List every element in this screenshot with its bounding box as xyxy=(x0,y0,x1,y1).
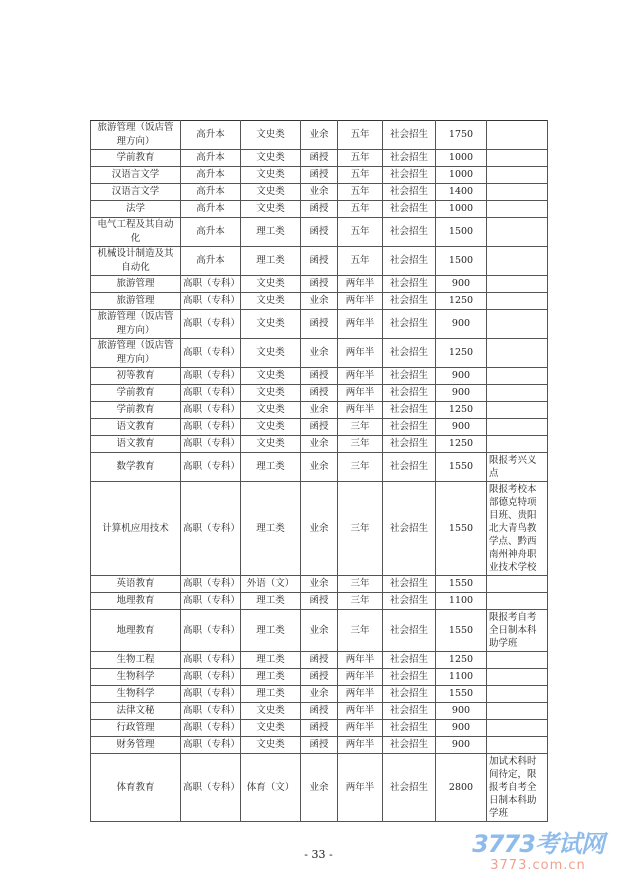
cell-tuition: 1250 xyxy=(436,293,487,310)
cell-study-mode: 函授 xyxy=(301,652,338,669)
cell-duration: 两年半 xyxy=(338,310,383,339)
cell-level: 高职（专科） xyxy=(181,310,241,339)
cell-notes xyxy=(487,150,548,167)
cell-tuition: 900 xyxy=(436,720,487,737)
cell-category: 文史类 xyxy=(241,201,301,218)
cell-tuition: 1100 xyxy=(436,669,487,686)
cell-duration: 两年半 xyxy=(338,720,383,737)
cell-study-mode: 函授 xyxy=(301,737,338,754)
cell-notes xyxy=(487,686,548,703)
cell-enrollment-type: 社会招生 xyxy=(383,436,436,453)
cell-tuition: 900 xyxy=(436,276,487,293)
cell-duration: 两年半 xyxy=(338,368,383,385)
table-row xyxy=(91,402,548,419)
cell-level: 高职（专科） xyxy=(181,720,241,737)
cell-category: 文史类 xyxy=(241,310,301,339)
cell-level: 高职（专科） xyxy=(181,453,241,482)
table-row xyxy=(91,720,548,737)
cell-category: 文史类 xyxy=(241,436,301,453)
cell-study-mode: 函授 xyxy=(301,247,338,276)
cell-major: 旅游管理（饭店管理方向） xyxy=(91,339,181,368)
enrollment-table xyxy=(90,120,548,822)
cell-duration: 两年半 xyxy=(338,737,383,754)
table-row xyxy=(91,150,548,167)
cell-enrollment-type: 社会招生 xyxy=(383,610,436,652)
cell-enrollment-type: 社会招生 xyxy=(383,247,436,276)
cell-category: 外语（文） xyxy=(241,576,301,593)
cell-study-mode: 业余 xyxy=(301,482,338,576)
cell-tuition: 1100 xyxy=(436,593,487,610)
cell-enrollment-type: 社会招生 xyxy=(383,402,436,419)
cell-notes: 限报考校本部德克特项目班、贵阳北大青鸟教学点、黔西南州神舟职业技术学校 xyxy=(487,482,548,576)
cell-tuition: 900 xyxy=(436,310,487,339)
cell-major: 语文教育 xyxy=(91,436,181,453)
cell-enrollment-type: 社会招生 xyxy=(383,339,436,368)
cell-duration: 五年 xyxy=(338,167,383,184)
cell-study-mode: 业余 xyxy=(301,453,338,482)
table-row xyxy=(91,276,548,293)
cell-tuition: 1550 xyxy=(436,610,487,652)
cell-notes xyxy=(487,293,548,310)
cell-tuition: 1250 xyxy=(436,652,487,669)
cell-tuition: 1750 xyxy=(436,121,487,150)
table-row xyxy=(91,121,548,150)
table-row xyxy=(91,669,548,686)
cell-level: 高职（专科） xyxy=(181,652,241,669)
cell-duration: 两年半 xyxy=(338,652,383,669)
cell-level: 高职（专科） xyxy=(181,419,241,436)
table-row xyxy=(91,368,548,385)
cell-notes xyxy=(487,703,548,720)
cell-category: 理工类 xyxy=(241,669,301,686)
cell-notes: 加试术科时间待定，限报考自考全日制本科助学班 xyxy=(487,754,548,822)
cell-study-mode: 函授 xyxy=(301,593,338,610)
cell-level: 高职（专科） xyxy=(181,610,241,652)
cell-duration: 五年 xyxy=(338,218,383,247)
cell-major: 语文教育 xyxy=(91,419,181,436)
cell-duration: 五年 xyxy=(338,201,383,218)
cell-study-mode: 函授 xyxy=(301,669,338,686)
table-row xyxy=(91,218,548,247)
watermark-domain: 3773.com.cn xyxy=(490,858,586,873)
cell-level: 高升本 xyxy=(181,201,241,218)
cell-level: 高职（专科） xyxy=(181,593,241,610)
cell-tuition: 1000 xyxy=(436,201,487,218)
cell-tuition: 900 xyxy=(436,385,487,402)
cell-major: 地理教育 xyxy=(91,610,181,652)
watermark-logo-text: 3773考试网 xyxy=(472,830,604,858)
cell-level: 高职（专科） xyxy=(181,482,241,576)
cell-major: 汉语言文学 xyxy=(91,167,181,184)
cell-study-mode: 业余 xyxy=(301,121,338,150)
cell-category: 体育（文） xyxy=(241,754,301,822)
cell-major: 生物科学 xyxy=(91,686,181,703)
cell-duration: 三年 xyxy=(338,453,383,482)
cell-enrollment-type: 社会招生 xyxy=(383,385,436,402)
cell-notes xyxy=(487,720,548,737)
cell-major: 财务管理 xyxy=(91,737,181,754)
cell-level: 高升本 xyxy=(181,121,241,150)
cell-enrollment-type: 社会招生 xyxy=(383,482,436,576)
table-row xyxy=(91,201,548,218)
cell-category: 文史类 xyxy=(241,402,301,419)
cell-enrollment-type: 社会招生 xyxy=(383,184,436,201)
cell-tuition: 1250 xyxy=(436,402,487,419)
cell-study-mode: 业余 xyxy=(301,576,338,593)
cell-tuition: 1500 xyxy=(436,218,487,247)
cell-major: 行政管理 xyxy=(91,720,181,737)
cell-category: 理工类 xyxy=(241,247,301,276)
cell-category: 理工类 xyxy=(241,686,301,703)
cell-level: 高职（专科） xyxy=(181,576,241,593)
page-body xyxy=(90,120,547,862)
cell-tuition: 2800 xyxy=(436,754,487,822)
cell-duration: 三年 xyxy=(338,593,383,610)
cell-notes xyxy=(487,247,548,276)
table-row xyxy=(91,652,548,669)
cell-category: 理工类 xyxy=(241,593,301,610)
cell-notes xyxy=(487,310,548,339)
cell-tuition: 1550 xyxy=(436,576,487,593)
cell-notes: 限报考自考全日制本科助学班 xyxy=(487,610,548,652)
table-row xyxy=(91,593,548,610)
table-row xyxy=(91,610,548,652)
cell-enrollment-type: 社会招生 xyxy=(383,737,436,754)
cell-tuition: 1250 xyxy=(436,436,487,453)
cell-duration: 两年半 xyxy=(338,276,383,293)
cell-tuition: 1000 xyxy=(436,167,487,184)
cell-study-mode: 业余 xyxy=(301,339,338,368)
cell-major: 法律文秘 xyxy=(91,703,181,720)
table-row xyxy=(91,686,548,703)
cell-tuition: 1400 xyxy=(436,184,487,201)
cell-study-mode: 业余 xyxy=(301,610,338,652)
cell-duration: 三年 xyxy=(338,419,383,436)
cell-duration: 五年 xyxy=(338,121,383,150)
cell-category: 理工类 xyxy=(241,610,301,652)
cell-tuition: 1500 xyxy=(436,247,487,276)
cell-major: 生物科学 xyxy=(91,669,181,686)
cell-category: 文史类 xyxy=(241,150,301,167)
table-row xyxy=(91,482,548,576)
cell-notes xyxy=(487,368,548,385)
cell-notes xyxy=(487,184,548,201)
cell-duration: 三年 xyxy=(338,610,383,652)
cell-enrollment-type: 社会招生 xyxy=(383,293,436,310)
cell-major: 汉语言文学 xyxy=(91,184,181,201)
cell-category: 文史类 xyxy=(241,339,301,368)
cell-level: 高职（专科） xyxy=(181,686,241,703)
cell-level: 高职（专科） xyxy=(181,703,241,720)
cell-tuition: 900 xyxy=(436,737,487,754)
cell-notes xyxy=(487,419,548,436)
cell-enrollment-type: 社会招生 xyxy=(383,652,436,669)
cell-major: 法学 xyxy=(91,201,181,218)
cell-study-mode: 业余 xyxy=(301,686,338,703)
cell-study-mode: 函授 xyxy=(301,419,338,436)
cell-level: 高升本 xyxy=(181,184,241,201)
cell-duration: 五年 xyxy=(338,184,383,201)
cell-study-mode: 函授 xyxy=(301,276,338,293)
cell-enrollment-type: 社会招生 xyxy=(383,754,436,822)
cell-notes xyxy=(487,121,548,150)
cell-enrollment-type: 社会招生 xyxy=(383,453,436,482)
cell-enrollment-type: 社会招生 xyxy=(383,703,436,720)
cell-major: 学前教育 xyxy=(91,385,181,402)
cell-duration: 两年半 xyxy=(338,669,383,686)
cell-enrollment-type: 社会招生 xyxy=(383,720,436,737)
cell-duration: 两年半 xyxy=(338,385,383,402)
table-row xyxy=(91,167,548,184)
cell-enrollment-type: 社会招生 xyxy=(383,593,436,610)
cell-major: 旅游管理 xyxy=(91,293,181,310)
table-row xyxy=(91,703,548,720)
cell-enrollment-type: 社会招生 xyxy=(383,218,436,247)
cell-level: 高职（专科） xyxy=(181,436,241,453)
cell-category: 理工类 xyxy=(241,482,301,576)
cell-category: 文史类 xyxy=(241,167,301,184)
cell-study-mode: 函授 xyxy=(301,167,338,184)
cell-enrollment-type: 社会招生 xyxy=(383,368,436,385)
cell-level: 高职（专科） xyxy=(181,669,241,686)
cell-category: 理工类 xyxy=(241,453,301,482)
cell-level: 高升本 xyxy=(181,218,241,247)
cell-study-mode: 函授 xyxy=(301,150,338,167)
cell-tuition: 1250 xyxy=(436,339,487,368)
cell-enrollment-type: 社会招生 xyxy=(383,150,436,167)
cell-enrollment-type: 社会招生 xyxy=(383,686,436,703)
cell-notes xyxy=(487,652,548,669)
cell-enrollment-type: 社会招生 xyxy=(383,419,436,436)
cell-level: 高职（专科） xyxy=(181,737,241,754)
cell-notes xyxy=(487,218,548,247)
table-row xyxy=(91,339,548,368)
cell-study-mode: 函授 xyxy=(301,703,338,720)
cell-notes xyxy=(487,167,548,184)
cell-enrollment-type: 社会招生 xyxy=(383,201,436,218)
cell-study-mode: 业余 xyxy=(301,402,338,419)
table-row xyxy=(91,310,548,339)
table-row xyxy=(91,419,548,436)
cell-major: 英语教育 xyxy=(91,576,181,593)
cell-category: 理工类 xyxy=(241,652,301,669)
cell-duration: 三年 xyxy=(338,576,383,593)
page-number: - 33 - xyxy=(304,848,333,861)
cell-study-mode: 函授 xyxy=(301,385,338,402)
cell-tuition: 1550 xyxy=(436,482,487,576)
cell-notes xyxy=(487,402,548,419)
cell-enrollment-type: 社会招生 xyxy=(383,576,436,593)
cell-duration: 两年半 xyxy=(338,293,383,310)
cell-study-mode: 函授 xyxy=(301,720,338,737)
cell-level: 高职（专科） xyxy=(181,754,241,822)
cell-level: 高职（专科） xyxy=(181,368,241,385)
watermark-logo xyxy=(458,830,618,874)
cell-enrollment-type: 社会招生 xyxy=(383,167,436,184)
cell-duration: 三年 xyxy=(338,482,383,576)
cell-category: 文史类 xyxy=(241,419,301,436)
cell-category: 文史类 xyxy=(241,703,301,720)
cell-tuition: 1000 xyxy=(436,150,487,167)
cell-category: 文史类 xyxy=(241,121,301,150)
table-row xyxy=(91,754,548,822)
cell-duration: 两年半 xyxy=(338,402,383,419)
cell-notes xyxy=(487,385,548,402)
cell-study-mode: 函授 xyxy=(301,368,338,385)
cell-major: 旅游管理（饭店管理方向） xyxy=(91,121,181,150)
cell-enrollment-type: 社会招生 xyxy=(383,669,436,686)
cell-major: 学前教育 xyxy=(91,402,181,419)
cell-tuition: 1550 xyxy=(436,453,487,482)
cell-category: 理工类 xyxy=(241,218,301,247)
cell-category: 文史类 xyxy=(241,737,301,754)
cell-notes xyxy=(487,669,548,686)
table-row xyxy=(91,737,548,754)
cell-notes: 限报考兴义点 xyxy=(487,453,548,482)
cell-study-mode: 函授 xyxy=(301,218,338,247)
cell-duration: 两年半 xyxy=(338,754,383,822)
cell-tuition: 1550 xyxy=(436,686,487,703)
cell-major: 学前教育 xyxy=(91,150,181,167)
cell-major: 机械设计制造及其自动化 xyxy=(91,247,181,276)
cell-major: 旅游管理（饭店管理方向） xyxy=(91,310,181,339)
cell-duration: 三年 xyxy=(338,436,383,453)
table-row xyxy=(91,293,548,310)
cell-notes xyxy=(487,339,548,368)
cell-notes xyxy=(487,436,548,453)
cell-major: 数学教育 xyxy=(91,453,181,482)
cell-level: 高职（专科） xyxy=(181,339,241,368)
table-row xyxy=(91,576,548,593)
cell-category: 文史类 xyxy=(241,368,301,385)
cell-duration: 五年 xyxy=(338,247,383,276)
cell-level: 高职（专科） xyxy=(181,402,241,419)
cell-study-mode: 函授 xyxy=(301,310,338,339)
cell-level: 高职（专科） xyxy=(181,293,241,310)
cell-study-mode: 业余 xyxy=(301,293,338,310)
cell-study-mode: 业余 xyxy=(301,184,338,201)
table-row xyxy=(91,453,548,482)
cell-notes xyxy=(487,737,548,754)
cell-tuition: 900 xyxy=(436,419,487,436)
cell-level: 高升本 xyxy=(181,150,241,167)
cell-notes xyxy=(487,576,548,593)
cell-level: 高职（专科） xyxy=(181,385,241,402)
cell-category: 文史类 xyxy=(241,184,301,201)
cell-notes xyxy=(487,593,548,610)
cell-enrollment-type: 社会招生 xyxy=(383,310,436,339)
table-row xyxy=(91,247,548,276)
cell-major: 初等教育 xyxy=(91,368,181,385)
cell-major: 旅游管理 xyxy=(91,276,181,293)
cell-duration: 两年半 xyxy=(338,686,383,703)
cell-category: 文史类 xyxy=(241,720,301,737)
cell-duration: 两年半 xyxy=(338,339,383,368)
cell-level: 高职（专科） xyxy=(181,276,241,293)
cell-notes xyxy=(487,201,548,218)
cell-level: 高升本 xyxy=(181,247,241,276)
cell-tuition: 900 xyxy=(436,703,487,720)
table-row xyxy=(91,184,548,201)
cell-tuition: 900 xyxy=(436,368,487,385)
cell-major: 电气工程及其自动化 xyxy=(91,218,181,247)
cell-enrollment-type: 社会招生 xyxy=(383,121,436,150)
cell-category: 文史类 xyxy=(241,385,301,402)
cell-category: 文史类 xyxy=(241,276,301,293)
cell-study-mode: 业余 xyxy=(301,754,338,822)
cell-major: 地理教育 xyxy=(91,593,181,610)
cell-major: 计算机应用技术 xyxy=(91,482,181,576)
table-row xyxy=(91,385,548,402)
cell-level: 高升本 xyxy=(181,167,241,184)
cell-enrollment-type: 社会招生 xyxy=(383,276,436,293)
cell-notes xyxy=(487,276,548,293)
table-row xyxy=(91,436,548,453)
cell-study-mode: 函授 xyxy=(301,201,338,218)
cell-category: 文史类 xyxy=(241,293,301,310)
cell-duration: 两年半 xyxy=(338,703,383,720)
cell-major: 生物工程 xyxy=(91,652,181,669)
cell-study-mode: 业余 xyxy=(301,436,338,453)
cell-major: 体育教育 xyxy=(91,754,181,822)
cell-duration: 五年 xyxy=(338,150,383,167)
